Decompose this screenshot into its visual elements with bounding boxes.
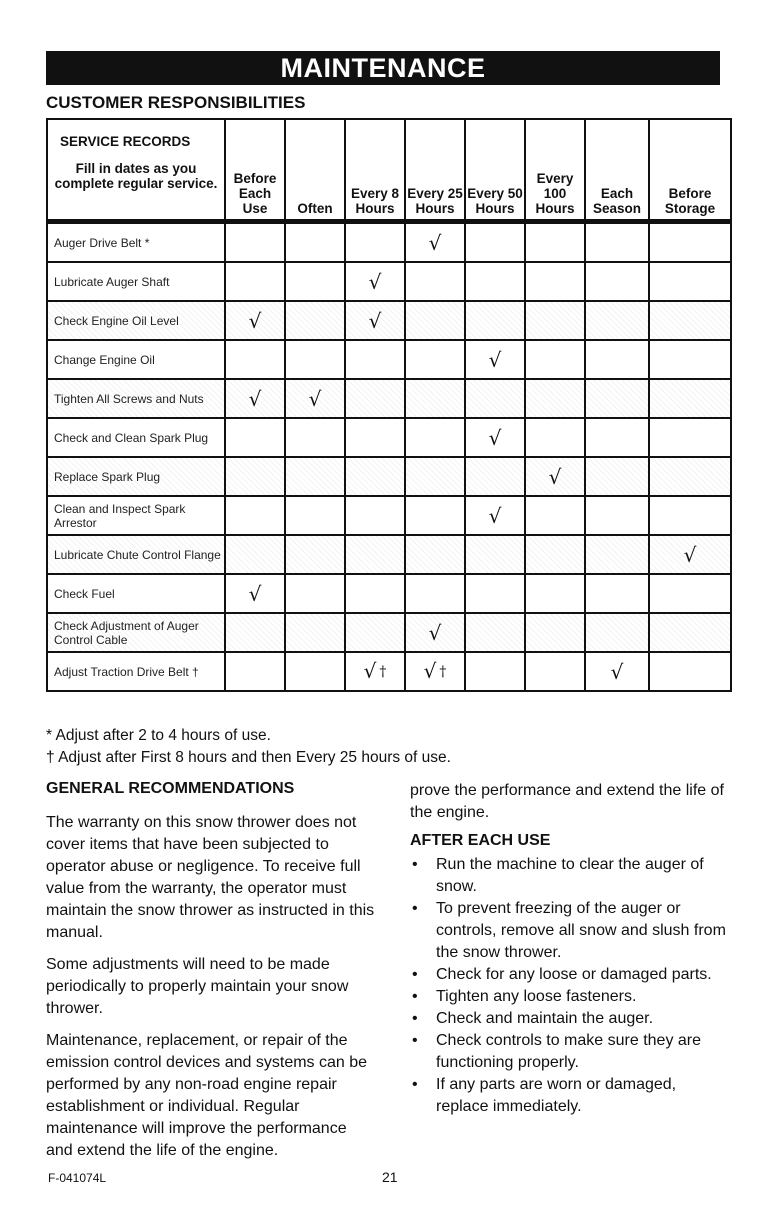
table-row (47, 652, 731, 691)
schedule-cell (649, 222, 731, 263)
table-row (47, 457, 731, 496)
after-use-list (410, 854, 730, 1118)
list-item (410, 898, 730, 964)
general-paragraph: Some adjustments will need to be made periodically to properly maintain your snow thrower. (46, 956, 349, 1017)
task-cell: Lubricate Auger Shaft (47, 262, 225, 301)
schedule-cell (585, 574, 649, 613)
col-header: Every 100 Hours (525, 119, 585, 222)
service-records-subtitle: Fill in dates as you complete regular service. (54, 161, 218, 191)
schedule-cell (585, 262, 649, 301)
list-item-text: Check for any loose or damaged parts. (436, 966, 712, 983)
schedule-cell (585, 613, 649, 652)
schedule-cell (345, 340, 405, 379)
list-item (410, 1008, 730, 1030)
col-header: Often (285, 119, 345, 222)
general-paragraph: The warranty on this snow thrower does not cover items that have been subjected to operator abuse or negligence. To receive full value from the warranty, the operator must maintain the snow thrower as instructed in this manual. (46, 814, 375, 941)
schedule-cell (225, 652, 285, 691)
check-mark-icon: √ (488, 347, 502, 372)
continuation-text: prove the performance and extend the life of the engine. (410, 782, 724, 821)
schedule-cell (525, 379, 585, 418)
bullet-icon: • (412, 1076, 418, 1093)
task-cell: Auger Drive Belt * (47, 222, 225, 263)
task-cell: Check Fuel (47, 574, 225, 613)
schedule-cell (525, 613, 585, 652)
schedule-cell (525, 574, 585, 613)
schedule-cell (225, 222, 285, 263)
schedule-cell (345, 457, 405, 496)
schedule-cell (649, 613, 731, 652)
table-header-row (47, 119, 731, 222)
schedule-cell (465, 301, 525, 340)
schedule-cell (525, 262, 585, 301)
schedule-cell (585, 496, 649, 535)
check-mark-icon: √ (363, 658, 377, 683)
list-item-text: Check and maintain the auger. (436, 1010, 654, 1027)
list-item (410, 854, 730, 898)
schedule-cell (345, 574, 405, 613)
schedule-cell (649, 262, 731, 301)
list-item-text: Tighten any loose fasteners. (436, 988, 637, 1005)
general-recommendations (46, 780, 376, 1162)
list-item-text: Check controls to make sure they are functioning properly. (436, 1032, 702, 1071)
table-row (47, 535, 731, 574)
col-header: Every 8 Hours (345, 119, 405, 222)
schedule-cell (285, 496, 345, 535)
check-mark-icon: √ (368, 308, 382, 333)
schedule-cell (285, 262, 345, 301)
table-row (47, 418, 731, 457)
schedule-cell (649, 496, 731, 535)
schedule-cell (585, 301, 649, 340)
after-use-heading: AFTER EACH USE (410, 832, 551, 849)
footnote-star: * Adjust after 2 to 4 hours of use. (46, 727, 271, 744)
schedule-cell (525, 457, 585, 496)
col-header: Every 25 Hours (405, 119, 465, 222)
schedule-cell (465, 418, 525, 457)
schedule-cell (649, 418, 731, 457)
dagger-mark: † (439, 664, 447, 681)
bullet-icon: • (412, 988, 418, 1005)
schedule-cell (225, 613, 285, 652)
schedule-cell (345, 379, 405, 418)
schedule-cell (285, 535, 345, 574)
task-cell: Clean and Inspect Spark Arrestor (47, 496, 225, 535)
table-row (47, 340, 731, 379)
schedule-cell (405, 457, 465, 496)
dagger-mark: † (379, 664, 387, 681)
schedule-cell (525, 535, 585, 574)
list-item (410, 986, 730, 1008)
table-row (47, 262, 731, 301)
schedule-cell (225, 574, 285, 613)
schedule-cell (465, 496, 525, 535)
schedule-cell (405, 418, 465, 457)
schedule-cell (285, 652, 345, 691)
schedule-cell (585, 379, 649, 418)
check-mark-icon: √ (248, 308, 262, 333)
schedule-cell (345, 418, 405, 457)
service-records-header (47, 119, 225, 222)
col-header: Before Storage (649, 119, 731, 222)
schedule-cell (345, 262, 405, 301)
schedule-cell (585, 457, 649, 496)
task-cell: Replace Spark Plug (47, 457, 225, 496)
schedule-cell (285, 222, 345, 263)
schedule-cell (345, 496, 405, 535)
bullet-icon: • (412, 1032, 418, 1049)
schedule-cell (225, 418, 285, 457)
schedule-cell (225, 262, 285, 301)
schedule-cell (585, 535, 649, 574)
schedule-cell (285, 613, 345, 652)
schedule-cell (405, 262, 465, 301)
schedule-cell (405, 574, 465, 613)
table-row (47, 496, 731, 535)
schedule-cell (585, 418, 649, 457)
task-cell: Adjust Traction Drive Belt † (47, 652, 225, 691)
list-item (410, 1030, 730, 1074)
table-row (47, 301, 731, 340)
service-records-table (46, 118, 732, 692)
schedule-cell (345, 535, 405, 574)
schedule-cell (225, 535, 285, 574)
schedule-cell (525, 222, 585, 263)
schedule-cell (585, 222, 649, 263)
schedule-cell (345, 301, 405, 340)
section-title: CUSTOMER RESPONSIBILITIES (46, 93, 306, 112)
schedule-cell (465, 379, 525, 418)
schedule-cell (649, 574, 731, 613)
schedule-cell (465, 457, 525, 496)
schedule-cell (525, 496, 585, 535)
schedule-cell (345, 652, 405, 691)
schedule-cell (405, 496, 465, 535)
schedule-cell (525, 340, 585, 379)
schedule-cell (649, 652, 731, 691)
table-row (47, 574, 731, 613)
schedule-cell (525, 418, 585, 457)
task-cell: Change Engine Oil (47, 340, 225, 379)
table-row (47, 222, 731, 263)
schedule-cell (465, 340, 525, 379)
schedule-cell (465, 535, 525, 574)
schedule-cell (225, 301, 285, 340)
schedule-cell (649, 535, 731, 574)
task-cell: Tighten All Screws and Nuts (47, 379, 225, 418)
schedule-cell (465, 574, 525, 613)
task-cell: Check and Clean Spark Plug (47, 418, 225, 457)
schedule-cell (405, 379, 465, 418)
list-item-text: Run the machine to clear the auger of snow. (436, 856, 704, 895)
col-header: Every 50 Hours (465, 119, 525, 222)
schedule-cell (345, 613, 405, 652)
bullet-icon: • (412, 856, 418, 873)
schedule-cell (405, 340, 465, 379)
check-mark-icon: √ (548, 464, 562, 489)
task-cell: Check Adjustment of Auger Control Cable (47, 613, 225, 652)
table-body (47, 222, 731, 692)
check-mark-icon: √ (428, 230, 442, 255)
schedule-cell (465, 262, 525, 301)
bullet-icon: • (412, 966, 418, 983)
schedule-cell (405, 613, 465, 652)
schedule-cell (285, 457, 345, 496)
service-records-title: SERVICE RECORDS (60, 134, 191, 149)
schedule-cell (345, 222, 405, 263)
schedule-cell (585, 340, 649, 379)
schedule-cell (225, 496, 285, 535)
check-mark-icon: √ (248, 581, 262, 606)
schedule-cell (465, 222, 525, 263)
check-mark-icon: √ (423, 658, 437, 683)
list-item (410, 964, 730, 986)
schedule-cell (649, 301, 731, 340)
schedule-cell (225, 457, 285, 496)
schedule-cell (465, 613, 525, 652)
schedule-cell (285, 574, 345, 613)
task-cell: Lubricate Chute Control Flange (47, 535, 225, 574)
check-mark-icon: √ (610, 659, 624, 684)
after-each-use (410, 780, 730, 1118)
schedule-cell (585, 652, 649, 691)
check-mark-icon: √ (308, 386, 322, 411)
col-header: Each Season (585, 119, 649, 222)
schedule-cell (525, 652, 585, 691)
check-mark-icon: √ (488, 425, 502, 450)
list-item (410, 1074, 730, 1118)
task-cell: Check Engine Oil Level (47, 301, 225, 340)
schedule-cell (649, 340, 731, 379)
general-heading: GENERAL RECOMMENDATIONS (46, 780, 295, 797)
bullet-icon: • (412, 1010, 418, 1027)
check-mark-icon: √ (368, 269, 382, 294)
check-mark-icon: √ (488, 503, 502, 528)
schedule-cell (225, 340, 285, 379)
maintenance-banner: MAINTENANCE (46, 51, 720, 85)
page-number: 21 (382, 1169, 398, 1185)
schedule-cell (649, 457, 731, 496)
table-row (47, 379, 731, 418)
general-paragraph: Maintenance, replacement, or repair of the emission control devices and systems can be performed by any non-road engine repair establishment or individual. Regular maintenance will improve the performance and extend the life of the engine. (46, 1032, 368, 1159)
schedule-cell (405, 222, 465, 263)
schedule-cell (285, 418, 345, 457)
schedule-cell (405, 301, 465, 340)
check-mark-icon: √ (248, 386, 262, 411)
schedule-cell (465, 652, 525, 691)
schedule-cell (649, 379, 731, 418)
schedule-cell (225, 379, 285, 418)
schedule-cell (285, 379, 345, 418)
schedule-cell (405, 535, 465, 574)
bullet-icon: • (412, 900, 418, 917)
schedule-cell (285, 301, 345, 340)
document-code: F-041074L (48, 1171, 107, 1185)
check-mark-icon: √ (683, 542, 697, 567)
list-item-text: To prevent freezing of the auger or controls, remove all snow and slush from the snow thrower. (436, 900, 726, 961)
schedule-cell (285, 340, 345, 379)
schedule-cell (405, 652, 465, 691)
schedule-cell (525, 301, 585, 340)
check-mark-icon: √ (428, 620, 442, 645)
col-header: Before Each Use (225, 119, 285, 222)
table-row (47, 613, 731, 652)
footnote-dagger: † Adjust after First 8 hours and then Every 25 hours of use. (46, 749, 451, 766)
list-item-text: If any parts are worn or damaged, replace immediately. (436, 1076, 677, 1115)
